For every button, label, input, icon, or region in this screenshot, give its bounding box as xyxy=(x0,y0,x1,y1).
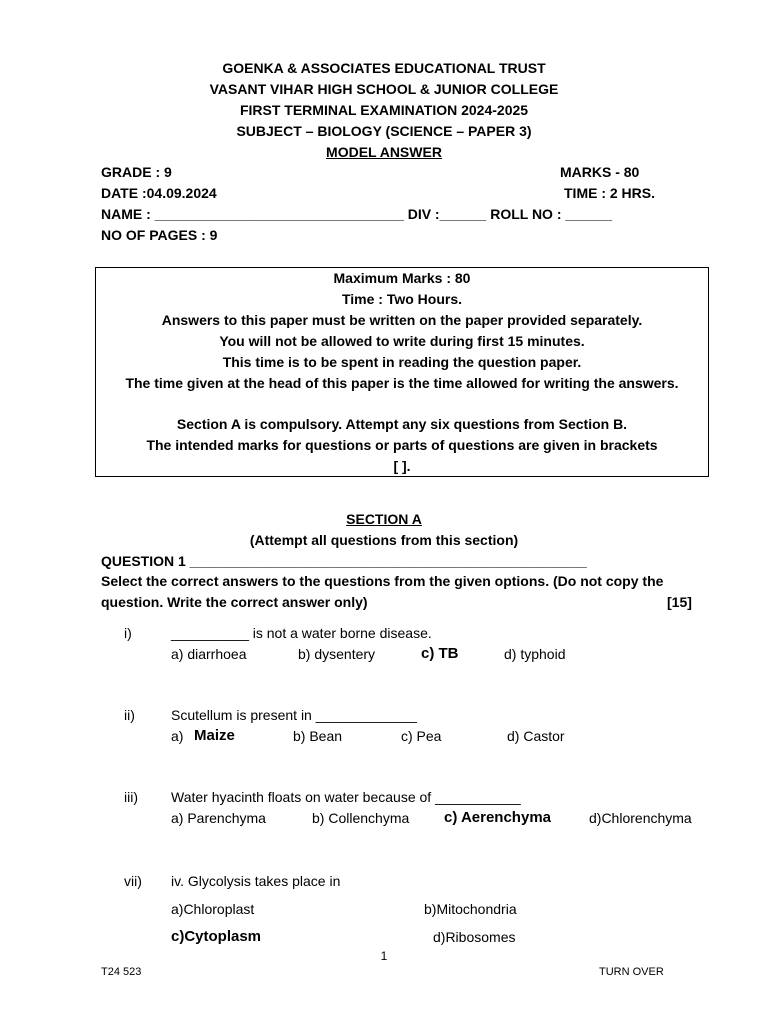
q4-number: vii) xyxy=(124,873,142,889)
trust-name: GOENKA & ASSOCIATES EDUCATIONAL TRUST xyxy=(222,60,546,76)
exam-title: FIRST TERMINAL EXAMINATION 2024-2025 xyxy=(239,102,529,118)
q3-number: iii) xyxy=(124,789,138,805)
q4-option-d: d)Ribosomes xyxy=(433,929,516,945)
question-prompt-line2: question. Write the correct answer only) xyxy=(101,594,368,610)
instruction-no-write: You will not be allowed to write during first 15 minutes. xyxy=(219,333,585,349)
section-title: SECTION A xyxy=(346,511,422,527)
instruction-sections: Section A is compulsory. Attempt any six questions from Section B. xyxy=(176,416,628,432)
q3-option-c-answer: c) Aerenchyma xyxy=(444,809,551,826)
q1-text: __________ is not a water borne disease. xyxy=(171,625,432,641)
pages-label: NO OF PAGES : 9 xyxy=(101,227,218,243)
q2-option-c: c) Pea xyxy=(401,728,442,744)
q2-option-a-prefix: a) xyxy=(171,728,184,744)
instruction-time-allowed: The time given at the head of this paper is the time allowed for writing the answers. xyxy=(125,375,679,391)
instruction-answers: Answers to this paper must be written on the paper provided separately. xyxy=(161,312,643,328)
paper-code: T24 523 xyxy=(101,966,142,978)
subject-title: SUBJECT – BIOLOGY (SCIENCE – PAPER 3) xyxy=(236,123,532,139)
instruction-brackets-symbol: [ ]. xyxy=(393,458,411,474)
q1-option-d: d) typhoid xyxy=(504,646,566,662)
q2-option-d: d) Castor xyxy=(507,728,565,744)
name-div-roll-line: NAME : ________________________________ DIV :______ ROLL NO : ______ xyxy=(101,206,613,222)
instruction-time: Time : Two Hours. xyxy=(341,291,463,307)
model-answer-title: MODEL ANSWER xyxy=(326,144,442,160)
q4-option-b: b)Mitochondria xyxy=(424,901,517,917)
grade-label: GRADE : 9 xyxy=(101,164,172,180)
instruction-max-marks: Maximum Marks : 80 xyxy=(333,270,471,286)
turn-over-label: TURN OVER xyxy=(599,966,664,978)
q3-option-d: d)Chlorenchyma xyxy=(589,810,692,826)
q4-option-a: a)Chloroplast xyxy=(171,901,255,917)
q1-option-c-answer: c) TB xyxy=(421,645,459,662)
q1-option-a: a) diarrhoea xyxy=(171,646,247,662)
instructions-box xyxy=(95,267,709,477)
q3-option-a: a) Parenchyma xyxy=(171,810,266,826)
q2-number: ii) xyxy=(124,707,135,723)
q1-number: i) xyxy=(124,625,132,641)
q2-option-a-answer: Maize xyxy=(194,727,235,744)
instruction-reading: This time is to be spent in reading the question paper. xyxy=(222,354,582,370)
q2-text: Scutellum is present in _____________ xyxy=(171,707,417,723)
q1-option-b: b) dysentery xyxy=(298,646,376,662)
date-label: DATE :04.09.2024 xyxy=(101,185,217,201)
school-name: VASANT VIHAR HIGH SCHOOL & JUNIOR COLLEGE xyxy=(209,81,559,97)
q2-option-b: b) Bean xyxy=(293,728,343,744)
page-number: 1 xyxy=(380,949,388,963)
question-marks: [15] xyxy=(667,594,692,610)
question-prompt-line1: Select the correct answers to the questions from the given options. (Do not copy the xyxy=(101,573,664,589)
q4-text: iv. Glycolysis takes place in xyxy=(171,873,341,889)
instruction-marks-brackets: The intended marks for questions or parts of questions are given in brackets xyxy=(146,437,658,453)
time-label: TIME : 2 HRS. xyxy=(564,185,656,201)
section-subtitle: (Attempt all questions from this section) xyxy=(249,532,519,548)
marks-label: MARKS - 80 xyxy=(560,164,640,180)
q4-option-c-answer: c)Cytoplasm xyxy=(171,928,262,945)
q3-text: Water hyacinth floats on water because of ___________ xyxy=(171,789,521,805)
question-heading: QUESTION 1 ___________________________________________________ xyxy=(101,553,587,569)
q3-option-b: b) Collenchyma xyxy=(312,810,410,826)
